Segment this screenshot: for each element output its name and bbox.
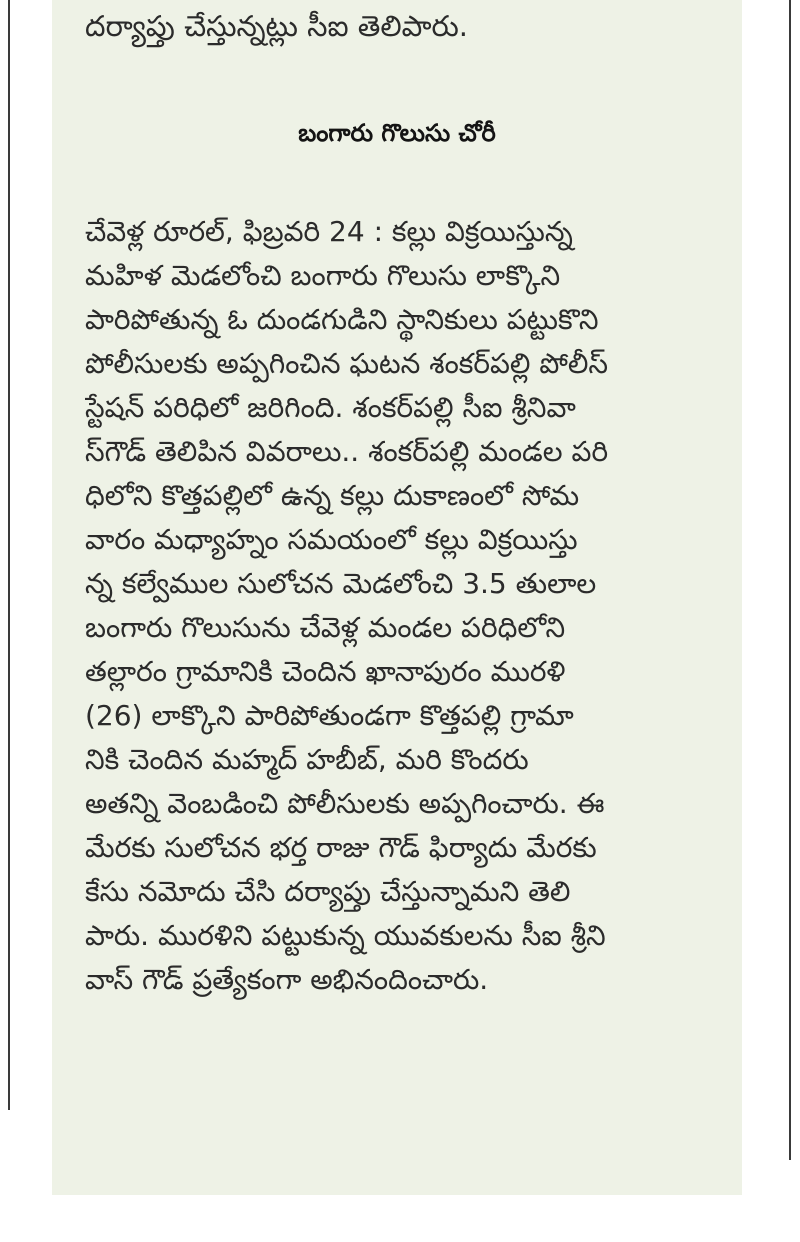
left-column-rule — [8, 0, 10, 1110]
body-line: స్‌గౌడ్ తెలిపిన వివరాలు.. శంకర్‌పల్లి మండల పరి — [85, 435, 609, 468]
body-line: చేవెళ్ల రూరల్, ఫిబ్రవరి 24 : కల్లు విక్రయిస్తున్న — [85, 215, 573, 248]
body-line: మహిళ మెడలోంచి బంగారు గొలుసు లాక్కొని — [85, 259, 561, 292]
body-line: అతన్ని వెంబడించి పోలీసులకు అప్పగించారు. ఈ — [85, 787, 605, 820]
body-line: పోలీసులకు అప్పగించిన ఘటన శంకర్‌పల్లి పోలీస్ — [85, 347, 609, 380]
article-headline: బంగారు గొలుసు చోరీ — [298, 119, 496, 147]
body-line: వాస్ గౌడ్ ప్రత్యేకంగా అభినందించారు. — [85, 963, 489, 996]
article-body — [85, 210, 715, 1002]
body-line: తల్లారం గ్రామానికి చెందిన ఖానాపురం మురళి — [85, 655, 566, 688]
body-line: కేసు నమోదు చేసి దర్యాప్తు చేస్తున్నామని తెలి — [85, 875, 571, 908]
body-line: ధిలోని కొత్తపల్లిలో ఉన్న కల్లు దుకాణంలో సోమ — [85, 479, 580, 512]
body-line: మేరకు సులోచన భర్త రాజు గౌడ్ ఫిర్యాదు మేరకు — [85, 831, 597, 864]
body-line: పారు. మురళిని పట్టుకున్న యువకులను సీఐ శ్రీని — [85, 919, 606, 952]
body-line: బంగారు గొలుసును చేవెళ్ల మండల పరిధిలోని — [85, 611, 566, 644]
previous-article-tail: దర్యాప్తు చేస్తున్నట్లు సీఐ తెలిపారు. — [85, 9, 468, 43]
body-line: వారం మధ్యాహ్నం సమయంలో కల్లు విక్రయిస్తు — [85, 523, 578, 556]
body-line: స్టేషన్ పరిధిలో జరిగింది. శంకర్‌పల్లి సీఐ శ్రీనివా — [85, 391, 576, 424]
body-line: న్న కల్వేముల సులోచన మెడలోంచి 3.5 తులాల — [85, 567, 597, 600]
right-column-rule — [789, 0, 791, 1160]
body-line: నికి చెందిన మహ్మద్ హబీబ్, మరి కొందరు — [85, 743, 529, 776]
body-line: (26) లాక్కొని పారిపోతుండగా కొత్తపల్లి గ్రామా — [85, 699, 574, 732]
body-line: పారిపోతున్న ఓ దుండగుడిని స్థానికులు పట్టుకొని — [85, 303, 599, 336]
